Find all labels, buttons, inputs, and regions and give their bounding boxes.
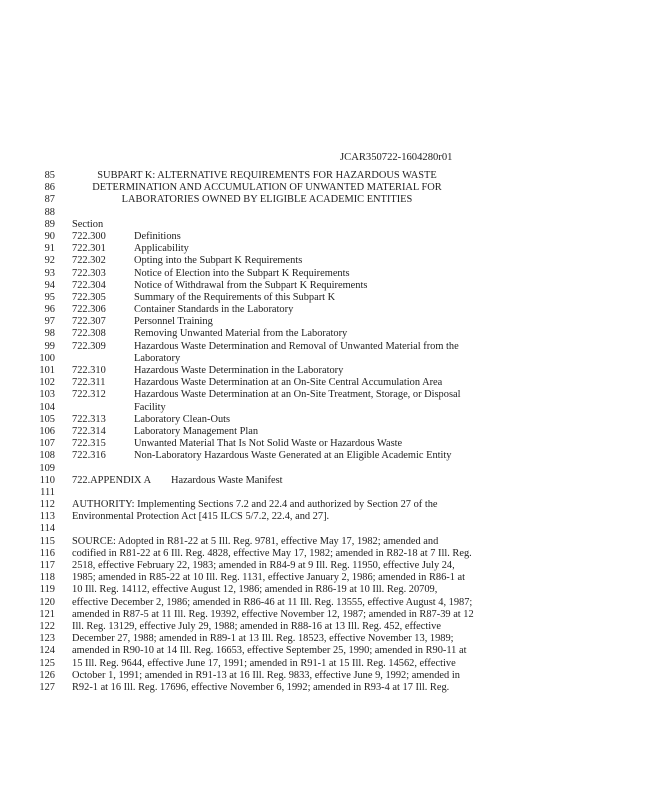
section-number: 722.315: [72, 438, 106, 450]
line-number: 105: [39, 413, 55, 425]
line-number: 127: [39, 681, 55, 693]
line-92: [0, 255, 665, 267]
line-121: [0, 609, 665, 621]
line-text: October 1, 1991; amended in R91-13 at 16 Ill. Reg. 9833, effective June 9, 1992; amended in: [72, 669, 460, 681]
line-101: [0, 365, 665, 377]
line-91: [0, 243, 665, 255]
line-number: 126: [39, 669, 55, 681]
line-number: 119: [39, 584, 55, 596]
line-number: 88: [44, 206, 55, 218]
line-number: 85: [44, 170, 55, 181]
section-number: 722.304: [72, 279, 106, 291]
subpart-heading: DETERMINATION AND ACCUMULATION OF UNWANTED MATERIAL FOR: [92, 182, 442, 194]
line-107: [0, 438, 665, 450]
line-98: [0, 328, 665, 340]
line-number: 115: [39, 535, 55, 547]
line-119: [0, 584, 665, 596]
line-number: 91: [44, 243, 55, 255]
subpart-heading: SUBPART K: ALTERNATIVE REQUIREMENTS FOR HAZARDOUS WASTE: [97, 170, 437, 181]
line-123: [0, 633, 665, 645]
section-title: Laboratory Management Plan: [134, 425, 259, 437]
line-text: December 27, 1988; amended in R89-1 at 13 Ill. Reg. 18523, effective November 13, 1989;: [72, 633, 454, 645]
section-number: 722.312: [72, 389, 106, 401]
line-number: 113: [39, 511, 55, 523]
section-number: 722.313: [72, 413, 106, 425]
line-112: [0, 499, 665, 511]
line-text: AUTHORITY: Implementing Sections 7.2 and 22.4 and authorized by Section 27 of the: [72, 499, 438, 511]
line-number: 93: [44, 267, 55, 279]
line-105: [0, 414, 665, 426]
line-95: [0, 292, 665, 304]
line-102: [0, 377, 665, 389]
section-number: 722.309: [72, 340, 106, 352]
line-number: 107: [39, 438, 55, 450]
line-number: 125: [39, 657, 55, 669]
line-88: [0, 207, 665, 219]
appendix-title: Hazardous Waste Manifest: [171, 474, 283, 486]
line-86: [0, 182, 665, 194]
line-number: 117: [39, 560, 55, 571]
line-number: 123: [39, 633, 55, 645]
section-number: 722.311: [72, 377, 106, 389]
line-number: 99: [44, 340, 55, 352]
section-title: Notice of Election into the Subpart K Requirements: [134, 267, 350, 279]
line-number: 116: [39, 547, 55, 559]
numbered-lines: [0, 170, 665, 694]
line-97: [0, 316, 665, 328]
section-number: 722.303: [72, 267, 106, 279]
line-number: 114: [39, 523, 55, 535]
line-number: 90: [44, 230, 55, 242]
line-110: [0, 475, 665, 487]
section-title: Applicability: [134, 243, 189, 255]
line-number: 103: [39, 389, 55, 401]
line-number: 102: [39, 377, 55, 389]
line-text: Section: [72, 218, 104, 230]
section-number: 722.305: [72, 291, 106, 303]
line-number: 96: [44, 304, 55, 316]
section-number: 722.314: [72, 425, 106, 437]
line-text: amended in R90-10 at 14 Ill. Reg. 16653, effective September 25, 1990; amended in R90-11 at: [72, 645, 467, 657]
line-number: 110: [39, 474, 55, 486]
section-number: 722.302: [72, 255, 106, 267]
line-number: 92: [44, 255, 55, 267]
line-text: amended in R87-5 at 11 Ill. Reg. 19392, effective November 12, 1987; amended in R87-39 at 12: [72, 608, 474, 620]
line-116: [0, 548, 665, 560]
section-number: 722.310: [72, 365, 106, 376]
line-text: R92-1 at 16 Ill. Reg. 17696, effective November 6, 1992; amended in R93-4 at 17 Ill. Reg.: [72, 681, 450, 693]
line-number: 108: [39, 450, 55, 462]
section-title: Laboratory: [134, 352, 181, 364]
document-id: JCAR350722-1604280r01: [340, 152, 453, 163]
line-85: [0, 170, 665, 182]
line-number: 104: [39, 401, 55, 413]
line-number: 87: [44, 194, 55, 206]
line-number: 118: [39, 572, 55, 584]
line-text: 10 Ill. Reg. 14112, effective August 12, 1986; amended in R86-19 at 10 Ill. Reg. 20709,: [72, 584, 438, 596]
section-number: 722.301: [72, 243, 106, 255]
line-number: 89: [44, 218, 55, 230]
section-title: Hazardous Waste Determination in the Laboratory: [134, 365, 344, 376]
line-108: [0, 450, 665, 462]
section-number: 722.306: [72, 304, 106, 316]
line-99: [0, 341, 665, 353]
line-number: 109: [39, 462, 55, 474]
line-text: 1985; amended in R85-22 at 10 Ill. Reg. 1131, effective January 2, 1986; amended in R86-1 at: [72, 572, 466, 584]
section-title: Hazardous Waste Determination and Removal of Unwanted Material from the: [134, 340, 459, 352]
line-number: 121: [39, 608, 55, 620]
line-number: 86: [44, 182, 55, 194]
line-text: SOURCE: Adopted in R81-22 at 5 Ill. Reg. 9781, effective May 17, 1982; amended and: [72, 535, 439, 547]
line-87: [0, 194, 665, 206]
line-122: [0, 621, 665, 633]
line-120: [0, 597, 665, 609]
line-number: 106: [39, 425, 55, 437]
line-124: [0, 645, 665, 657]
section-number: 722.307: [72, 316, 106, 328]
line-number: 111: [40, 486, 55, 498]
section-number: 722.300: [72, 230, 106, 242]
section-title: Opting into the Subpart K Requirements: [134, 255, 303, 267]
line-106: [0, 426, 665, 438]
line-109: [0, 463, 665, 475]
line-114: [0, 523, 665, 535]
appendix-number: 722.APPENDIX A: [72, 474, 152, 486]
line-number: 95: [44, 291, 55, 303]
line-text: 2518, effective February 22, 1983; amended in R84-9 at 9 Ill. Reg. 11950, effective July 24,: [72, 560, 455, 571]
line-93: [0, 268, 665, 280]
line-text: effective December 2, 1986; amended in R86-46 at 11 Ill. Reg. 13555, effective August 4, 1987;: [72, 596, 473, 608]
line-103: [0, 389, 665, 401]
line-113: [0, 511, 665, 523]
line-117: [0, 560, 665, 572]
line-111: [0, 487, 665, 499]
section-title: Notice of Withdrawal from the Subpart K Requirements: [134, 279, 368, 291]
line-89: [0, 219, 665, 231]
line-number: 101: [39, 365, 55, 376]
section-title: Hazardous Waste Determination at an On-Site Treatment, Storage, or Disposal: [134, 389, 461, 401]
line-number: 98: [44, 328, 55, 340]
section-title: Container Standards in the Laboratory: [134, 304, 294, 316]
line-126: [0, 670, 665, 682]
section-title: Unwanted Material That Is Not Solid Waste or Hazardous Waste: [134, 438, 403, 450]
line-text: codified in R81-22 at 6 Ill. Reg. 4828, effective May 17, 1982; amended in R82-18 at 7 Ill. Reg.: [72, 547, 472, 559]
line-90: [0, 231, 665, 243]
line-115: [0, 536, 665, 548]
line-number: 112: [39, 499, 55, 511]
line-text: Environmental Protection Act [415 ILCS 5/7.2, 22.4, and 27].: [72, 511, 330, 523]
section-title: Summary of the Requirements of this Subpart K: [134, 291, 336, 303]
subpart-heading: LABORATORIES OWNED BY ELIGIBLE ACADEMIC ENTITIES: [121, 194, 413, 206]
line-104: [0, 402, 665, 414]
line-text: Ill. Reg. 13129, effective July 29, 1988; amended in R88-16 at 13 Ill. Reg. 452, effective: [72, 620, 441, 632]
line-96: [0, 304, 665, 316]
section-title: Removing Unwanted Material from the Laboratory: [134, 328, 348, 340]
line-127: [0, 682, 665, 694]
line-number: 94: [44, 279, 55, 291]
line-number: 124: [39, 645, 55, 657]
section-title: Facility: [134, 401, 166, 413]
line-118: [0, 572, 665, 584]
section-title: Non-Laboratory Hazardous Waste Generated at an Eligible Academic Entity: [134, 450, 452, 462]
line-125: [0, 658, 665, 670]
section-title: Laboratory Clean-Outs: [134, 413, 231, 425]
section-title: Personnel Training: [134, 316, 213, 328]
section-number: 722.316: [72, 450, 106, 462]
section-number: 722.308: [72, 328, 106, 340]
line-number: 120: [39, 596, 55, 608]
line-text: 15 Ill. Reg. 9644, effective June 17, 1991; amended in R91-1 at 15 Ill. Reg. 14562, effective: [72, 657, 456, 669]
line-94: [0, 280, 665, 292]
line-number: 97: [44, 316, 55, 328]
section-title: Definitions: [134, 230, 181, 242]
line-number: 122: [39, 620, 55, 632]
line-number: 100: [39, 352, 55, 364]
line-100: [0, 353, 665, 365]
section-title: Hazardous Waste Determination at an On-Site Central Accumulation Area: [134, 377, 443, 389]
